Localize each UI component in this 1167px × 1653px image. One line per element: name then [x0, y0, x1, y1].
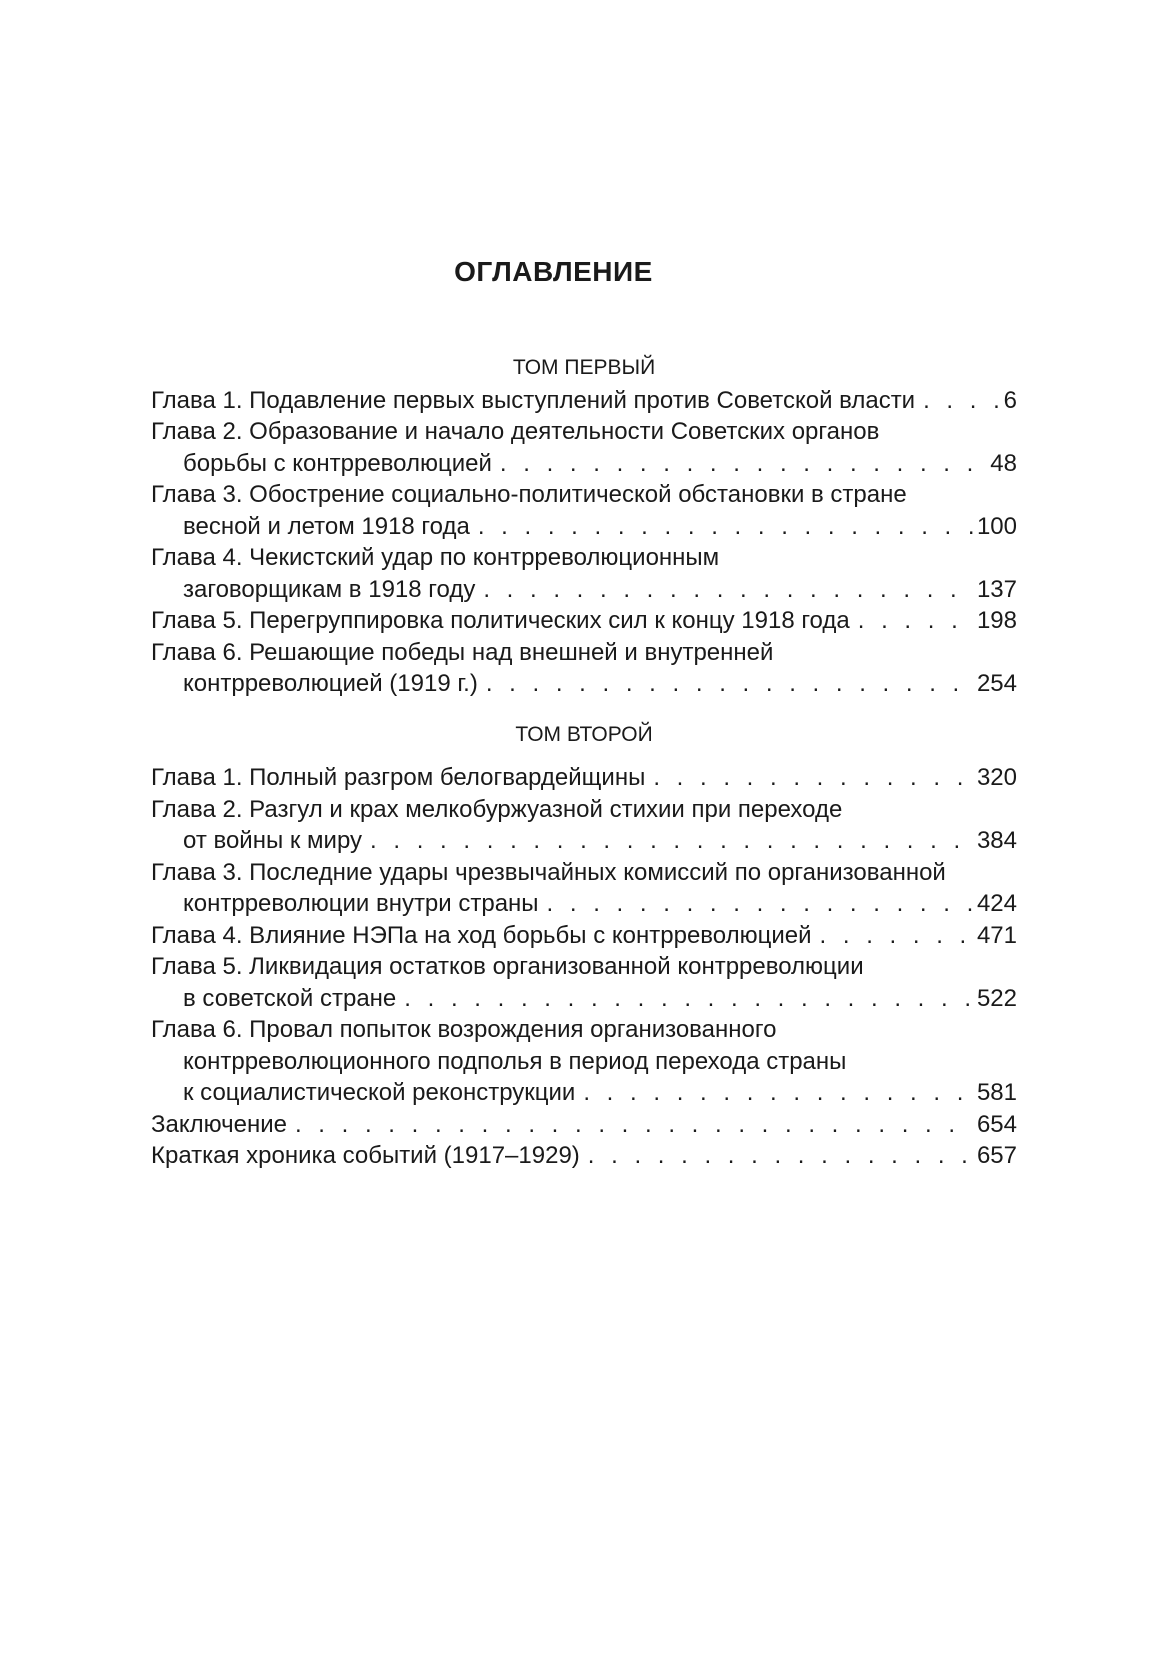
toc-page-number: 657 [976, 1142, 1017, 1169]
toc-entry-line [151, 637, 1017, 669]
toc-entry-text: Глава 6. Провал попыток возрождения организованного [151, 1016, 777, 1043]
toc-entry [151, 1109, 1017, 1141]
toc-page-number: 6 [1003, 386, 1017, 414]
dot-leader [500, 448, 986, 480]
volume-2-entries [151, 762, 1017, 1172]
toc-entry-line [151, 794, 1017, 826]
toc-entry-text: контрреволюции внутри страны [183, 890, 539, 917]
toc-entry-text: Глава 1. Полный разгром белогвардейщины [151, 764, 646, 791]
dot-leader [295, 1109, 973, 1141]
toc-page-number: 384 [976, 827, 1017, 854]
toc-entry [151, 605, 1017, 637]
dot-leader [583, 1077, 973, 1109]
dot-leader [653, 762, 973, 794]
toc-entry [151, 1014, 1017, 1109]
toc-page-number: 254 [976, 670, 1017, 697]
toc-entry-text: Глава 3. Обострение социально-политической обстановки в стране [151, 481, 907, 508]
toc-entry-text: Глава 6. Решающие победы над внешней и внутренней [151, 638, 774, 666]
toc-page-number: 320 [976, 764, 1017, 791]
toc-entry-text: к социалистической реконструкции [183, 1079, 576, 1106]
toc-page-number: 100 [976, 512, 1017, 540]
dot-leader [588, 1140, 973, 1172]
toc-entry-line [151, 1014, 1017, 1046]
toc-entry-line [151, 1046, 1017, 1078]
dot-leader [547, 888, 973, 920]
toc-entry [151, 794, 1017, 857]
toc-entry [151, 1140, 1017, 1172]
toc-page-number: 654 [976, 1110, 1017, 1138]
toc-entry-line [151, 1140, 1017, 1172]
toc-entry-line [151, 511, 1017, 543]
toc-entry-line [151, 888, 1017, 920]
toc-entry-text: Глава 4. Влияние НЭПа на ход борьбы с контрреволюцией [151, 921, 812, 949]
toc-entry-line [151, 668, 1017, 700]
toc-entry-line [151, 857, 1017, 889]
toc-page-number: 137 [976, 575, 1017, 603]
toc-entry-line [151, 920, 1017, 952]
toc-entry-line [151, 479, 1017, 511]
toc-entry-text: Глава 2. Образование и начало деятельности Советских органов [151, 418, 880, 445]
toc-entry-line [151, 762, 1017, 794]
toc-entry-line [151, 983, 1017, 1015]
toc-entry-text: Глава 5. Ликвидация остатков организованной контрреволюции [151, 953, 864, 980]
toc-entry-text: от войны к миру [183, 827, 363, 854]
page-title: ОГЛАВЛЕНИЕ [454, 256, 653, 287]
toc-entry-text: контрреволюционного подполья в период перехода страны [183, 1047, 847, 1075]
dot-leader [820, 920, 973, 952]
toc-entry-text: заговорщикам в 1918 году [183, 575, 476, 603]
dot-leader [404, 983, 973, 1015]
toc-page-number: 581 [976, 1079, 1017, 1106]
toc-entry [151, 637, 1017, 700]
volume-heading-2: ТОМ ВТОРОЙ [515, 722, 653, 746]
toc-entry-text: Глава 5. Перегруппировка политических сил к концу 1918 года [151, 607, 850, 634]
toc-entry [151, 951, 1017, 1014]
volume-1-entries [151, 385, 1017, 700]
toc-entry-text: Заключение [151, 1110, 287, 1138]
toc-entry [151, 762, 1017, 794]
toc-entry [151, 920, 1017, 952]
toc-entry-text: Краткая хроника событий (1917–1929) [151, 1142, 580, 1169]
dot-leader [923, 385, 1000, 417]
toc-page-number: 424 [976, 890, 1017, 917]
toc-entry-text: борьбы с контрреволюцией [183, 449, 492, 477]
toc-entry-text: Глава 2. Разгул и крах мелкобуржуазной стихии при переходе [151, 795, 843, 823]
toc-entry-text: Глава 3. Последние удары чрезвычайных комиссий по организованной [151, 858, 946, 886]
toc-page-number: 471 [976, 921, 1017, 949]
toc-entry [151, 542, 1017, 605]
dot-leader [486, 668, 973, 700]
toc-entry-line [151, 448, 1017, 480]
toc-page-number: 198 [976, 607, 1017, 634]
toc-entry-text: Глава 4. Чекистский удар по контрреволюционным [151, 544, 720, 571]
toc-entry-line [151, 1077, 1017, 1109]
toc-entry-line [151, 385, 1017, 417]
toc-entry [151, 385, 1017, 417]
toc-entry-text: весной и летом 1918 года [183, 512, 470, 540]
dot-leader [483, 574, 973, 606]
toc-entry-line [151, 416, 1017, 448]
toc-page-number: 522 [976, 984, 1017, 1012]
toc-entry [151, 416, 1017, 479]
toc-entry-line [151, 1109, 1017, 1141]
table-of-contents [151, 352, 1017, 1172]
volume-heading-1: ТОМ ПЕРВЫЙ [512, 356, 656, 379]
toc-entry-line [151, 605, 1017, 637]
dot-leader [858, 605, 973, 637]
toc-entry-line [151, 574, 1017, 606]
toc-entry-line [151, 951, 1017, 983]
toc-page-number: 48 [990, 449, 1017, 477]
toc-entry [151, 857, 1017, 920]
toc-entry-text: в советской стране [183, 984, 397, 1012]
toc-entry-text: Глава 1. Подавление первых выступлений против Советской власти [151, 386, 916, 414]
toc-entry [151, 479, 1017, 542]
dot-leader [370, 825, 973, 857]
toc-entry-line [151, 825, 1017, 857]
toc-entry-line [151, 542, 1017, 574]
toc-entry-text: контрреволюцией (1919 г.) [183, 670, 478, 697]
dot-leader [478, 511, 973, 543]
